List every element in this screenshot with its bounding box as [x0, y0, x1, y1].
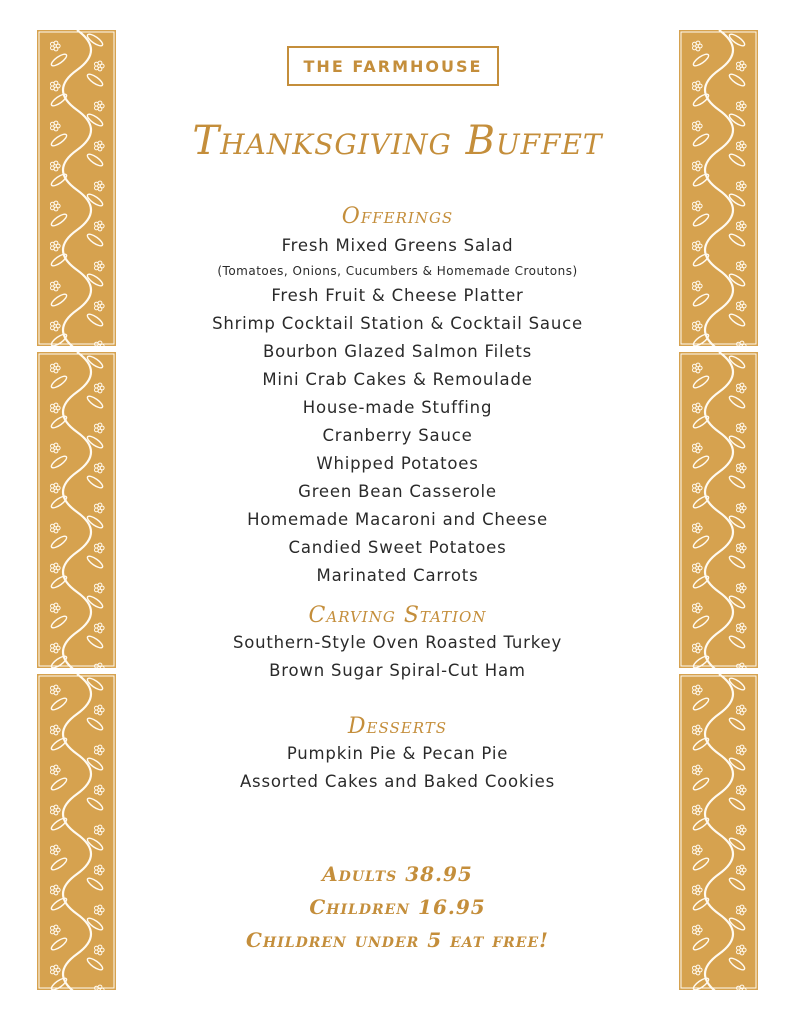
carving-heading: Carving Station [308, 603, 487, 628]
list-item: Homemade Macaroni and Cheese [247, 510, 548, 529]
list-item: Green Bean Casserole [298, 482, 497, 501]
list-item: Southern-Style Oven Roasted Turkey [232, 633, 563, 652]
floral-vine-icon [679, 30, 758, 346]
floral-vine-icon [37, 674, 116, 990]
list-item: Cranberry Sauce [322, 426, 473, 445]
list-item: Whipped Potatoes [316, 454, 479, 473]
desserts-list [120, 740, 675, 796]
list-item: Fresh Mixed Greens Salad [281, 236, 514, 255]
floral-vine-icon [679, 674, 758, 990]
list-item: Marinated Carrots [316, 566, 479, 585]
price-children: Children 16.95 [309, 895, 486, 919]
left-floral-border [37, 30, 116, 990]
carving-list [120, 629, 675, 685]
brand-logo [287, 46, 499, 86]
offerings-heading: Offerings [341, 204, 454, 229]
list-item: Mini Crab Cakes & Remoulade [262, 370, 533, 389]
brand-name: THE FARMHOUSE [303, 56, 483, 76]
list-item: Assorted Cakes and Baked Cookies [239, 772, 556, 791]
list-item: Brown Sugar Spiral-Cut Ham [269, 661, 526, 680]
floral-pattern [679, 674, 758, 990]
desserts-heading: Desserts [347, 714, 448, 739]
list-item-note: (Tomatoes, Onions, Cucumbers & Homemade Croutons) [217, 264, 578, 278]
list-item: Candied Sweet Potatoes [288, 538, 507, 557]
floral-pattern [679, 352, 758, 668]
page-title: Thanksgiving Buffet [192, 118, 603, 164]
offerings-list [120, 232, 675, 590]
floral-pattern [37, 674, 116, 990]
price-adults: Adults 38.95 [322, 862, 473, 886]
list-item: Fresh Fruit & Cheese Platter [271, 286, 524, 305]
floral-pattern [679, 30, 758, 346]
right-floral-border [679, 30, 758, 990]
floral-vine-icon [37, 352, 116, 668]
list-item: House-made Stuffing [302, 398, 493, 417]
list-item: Bourbon Glazed Salmon Filets [262, 342, 533, 361]
list-item: Pumpkin Pie & Pecan Pie [286, 744, 509, 763]
floral-pattern [37, 30, 116, 346]
list-item: Shrimp Cocktail Station & Cocktail Sauce [212, 314, 583, 333]
price-under5: Children under 5 eat free! [246, 928, 549, 952]
floral-vine-icon [37, 30, 116, 346]
floral-pattern [37, 352, 116, 668]
floral-vine-icon [679, 352, 758, 668]
